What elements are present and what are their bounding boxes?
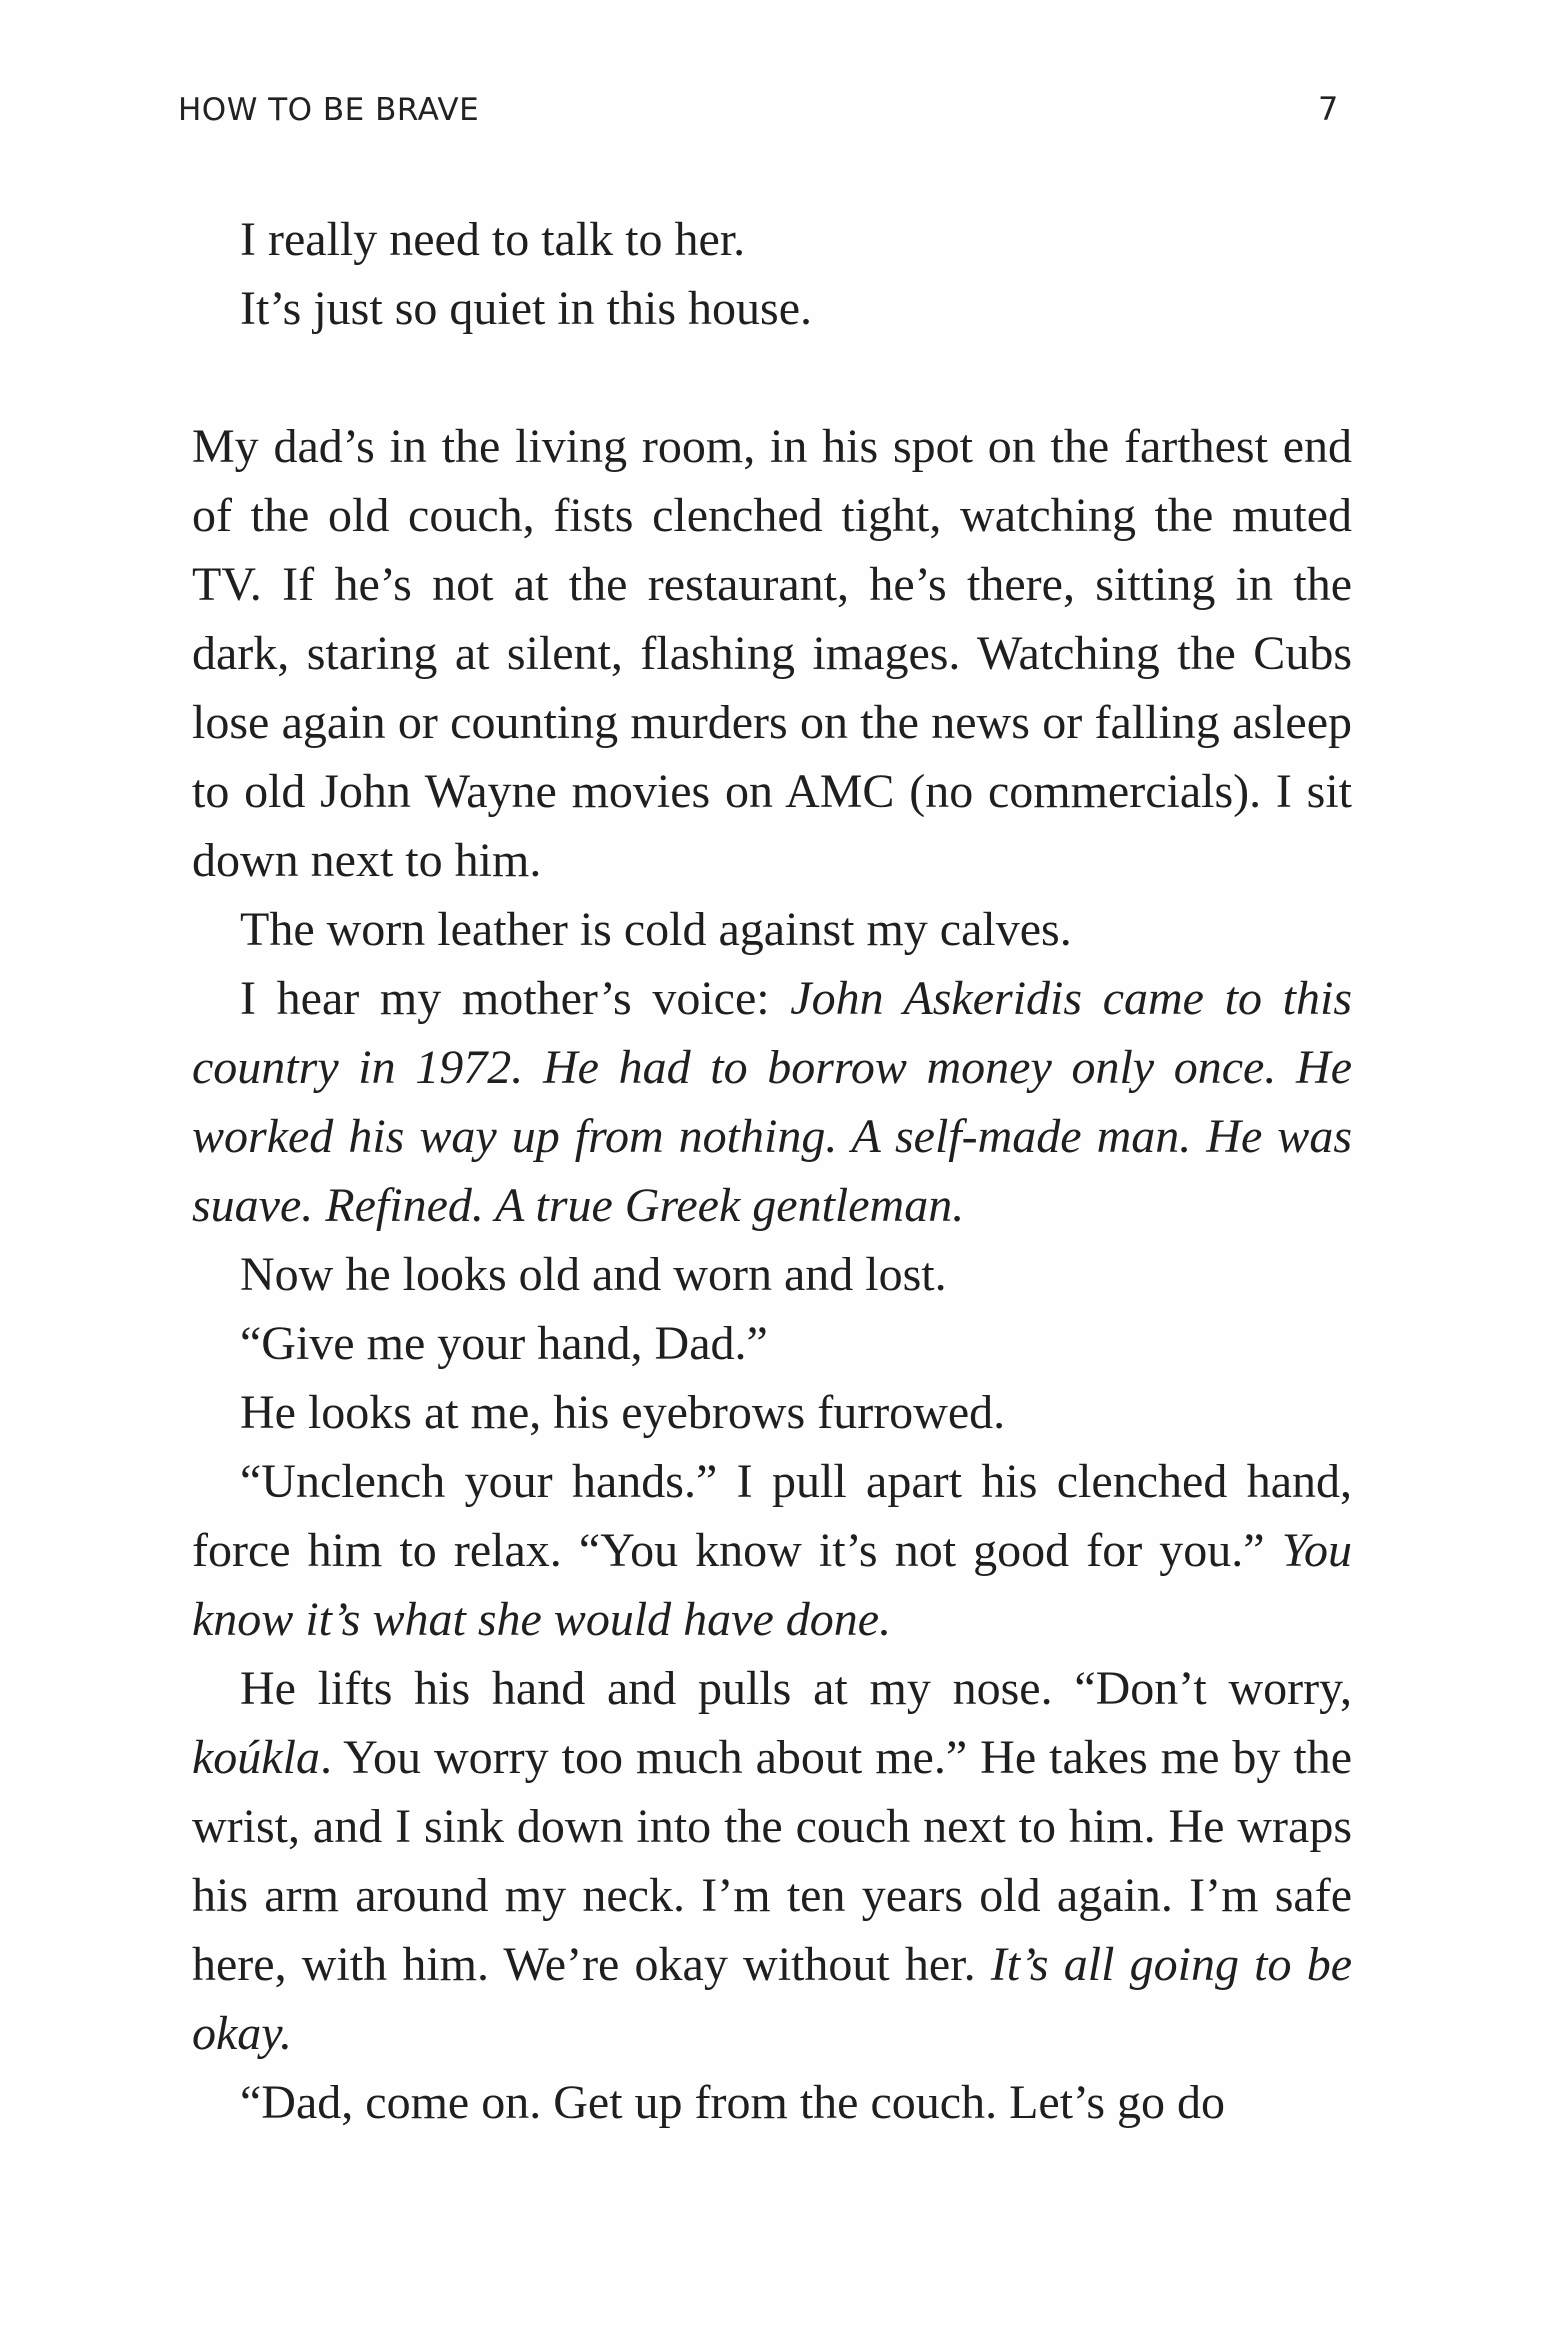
text-run: The worn leather is cold against my calves. <box>240 903 1072 956</box>
text-run: Now he looks old and worn and lost. <box>240 1248 947 1301</box>
italic-run: You know it’s what she would have done. <box>192 1524 1352 1646</box>
paragraph <box>192 1378 1352 1447</box>
text-run: He looks at me, his eyebrows furrowed. <box>240 1386 1006 1439</box>
text-run: “Dad, come on. Get up from the couch. Let’s go do <box>240 2076 1226 2129</box>
text-run: I really need to talk to her. <box>240 213 746 266</box>
paragraph <box>192 205 1352 274</box>
text-run: It’s just so quiet in this house. <box>240 282 813 335</box>
text-run: “Unclench your hands.” I pull apart his clenched hand, force him to relax. “You know it’s not good for you.” <box>192 1455 1352 1577</box>
body-text <box>192 205 1352 2137</box>
paragraph <box>192 1240 1352 1309</box>
running-title: HOW TO BE BRAVE <box>178 92 480 128</box>
paragraph <box>192 412 1352 895</box>
paragraph <box>192 964 1352 1240</box>
italic-run: It’s all going to be okay. <box>192 1938 1352 2060</box>
italic-run: koúkla <box>192 1731 320 1784</box>
paragraph <box>192 1447 1352 1654</box>
page-number: 7 <box>1318 90 1339 128</box>
paragraph <box>192 2068 1352 2137</box>
text-run: My dad’s in the living room, in his spot on the farthest end of the old couch, fists clenched tight, watching the muted TV. If he’s not at the restaurant, he’s there, sitting in the dark, staring at silent, flashing images. Watching the Cubs lose again or counting murders on the news or falling asleep to old John Wayne movies on AMC (no commercials). I sit down next to him. <box>192 420 1352 887</box>
paragraph <box>192 895 1352 964</box>
paragraph <box>192 274 1352 343</box>
paragraph <box>192 1309 1352 1378</box>
text-run: I hear my mother’s voice: <box>240 972 791 1025</box>
italic-run: John Askeridis came to this country in 1972. He had to borrow money only once. He worked his way up from nothing. A self-made man. He was suave. Refined. A true Greek gentleman. <box>192 972 1353 1232</box>
text-run: “Give me your hand, Dad.” <box>240 1317 768 1370</box>
text-run: . You worry too much about me.” He takes me by the wrist, and I sink down into the couch next to him. He wraps his arm around my neck. I’m ten years old again. I’m safe here, with him. We’re okay without her. <box>192 1731 1352 1991</box>
paragraph <box>192 1654 1352 2068</box>
text-run: He lifts his hand and pulls at my nose. “Don’t worry, <box>240 1662 1352 1715</box>
